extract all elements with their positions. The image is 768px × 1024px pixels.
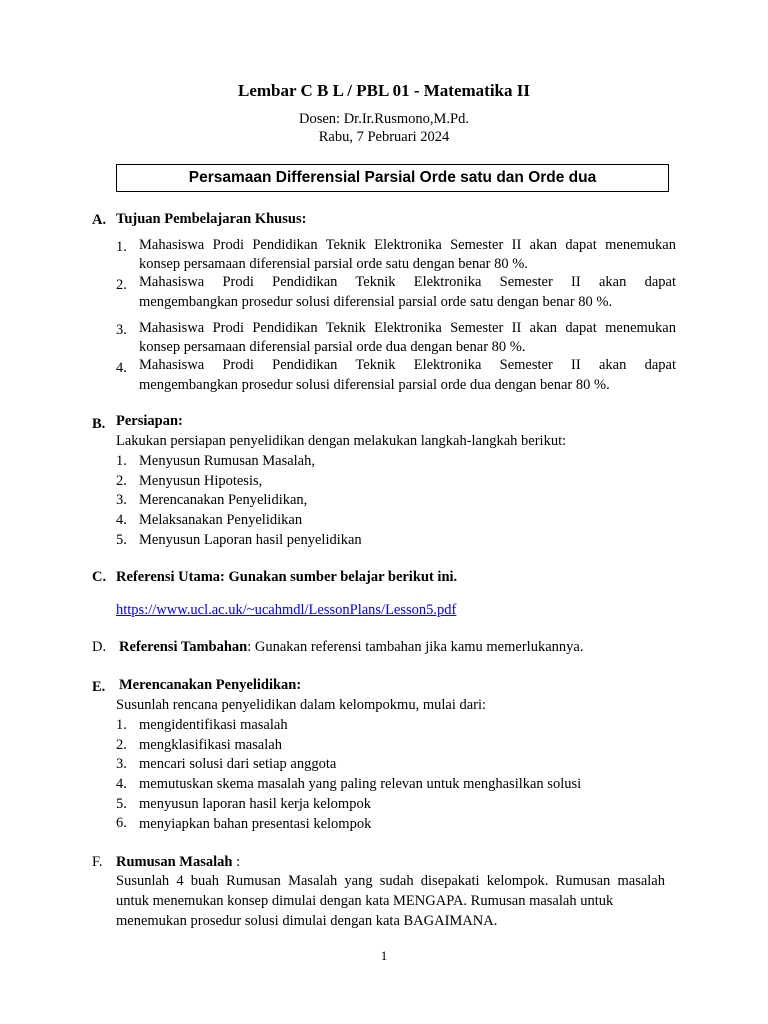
list-number: 3. — [116, 756, 127, 772]
section-letter: C. — [92, 569, 107, 585]
list-item: menyusun laporan hasil kerja kelompok — [139, 796, 371, 812]
list-item: Menyusun Laporan hasil penyelidikan — [139, 532, 362, 548]
list-number: 1. — [116, 239, 127, 255]
section-f-heading-line — [116, 854, 240, 871]
section-heading: Referensi Utama: Gunakan sumber belajar berikut ini. — [116, 569, 458, 585]
paragraph-line: untuk menemukan konsep dimulai dengan kata MENGAPA. Rumusan masalah untuk — [116, 893, 614, 909]
list-item: menyiapkan bahan presentasi kelompok — [139, 816, 372, 832]
list-item: mengklasifikasi masalah — [139, 737, 282, 753]
section-heading: Tujuan Pembelajaran Khusus: — [116, 211, 307, 227]
paragraph-line: Susunlah 4 buah Rumusan Masalah yang sudah disepakati kelompok. Rumusan masalah — [116, 873, 665, 889]
list-item-line: Mahasiswa Prodi Pendidikan Teknik Elektronika Semester II akan dapat — [139, 357, 676, 373]
list-number: 2. — [116, 277, 127, 293]
list-item-line: mengembangkan prosedur solusi diferensial parsial orde satu dengan benar 80 %. — [139, 294, 613, 310]
list-item: mengidentifikasi masalah — [139, 717, 288, 733]
list-item: mencari solusi dari setiap anggota — [139, 756, 337, 772]
list-number: 3. — [116, 322, 127, 338]
list-item: Menyusun Rumusan Masalah, — [139, 453, 315, 469]
list-number: 1. — [116, 453, 127, 469]
section-letter: A. — [92, 212, 107, 228]
paragraph-line: menemukan prosedur solusi dimulai dengan kata BAGAIMANA. — [116, 913, 498, 929]
list-number: 2. — [116, 737, 127, 753]
list-number: 2. — [116, 473, 127, 489]
list-number: 4. — [116, 512, 127, 528]
page-number: 1 — [380, 948, 388, 963]
section-letter: D. — [92, 639, 107, 655]
list-item: memutuskan skema masalah yang paling relevan untuk menghasilkan solusi — [139, 776, 582, 792]
list-item: Menyusun Hipotesis, — [139, 473, 263, 489]
list-item-line: Mahasiswa Prodi Pendidikan Teknik Elektronika Semester II akan dapat menemukan — [139, 237, 676, 253]
section-text: : Gunakan referensi tambahan jika kamu memerlukannya. — [247, 639, 584, 655]
section-letter: E. — [92, 679, 106, 695]
list-number: 6. — [116, 815, 127, 831]
section-d-line — [119, 639, 583, 656]
list-item-line: konsep persamaan diferensial parsial orde dua dengan benar 80 %. — [139, 339, 526, 355]
list-item-line: Mahasiswa Prodi Pendidikan Teknik Elektronika Semester II akan dapat — [139, 274, 676, 290]
topic-box: Persamaan Differensial Parsial Orde satu dan Orde dua — [116, 164, 669, 192]
section-heading: Persiapan: — [116, 413, 183, 429]
list-number: 1. — [116, 717, 127, 733]
section-letter: F. — [92, 854, 103, 870]
list-item-line: Mahasiswa Prodi Pendidikan Teknik Elektronika Semester II akan dapat menemukan — [139, 320, 676, 336]
section-heading: Referensi Tambahan — [119, 639, 248, 655]
list-number: 4. — [116, 776, 127, 792]
list-number: 5. — [116, 796, 127, 812]
section-heading: Rumusan Masalah — [116, 854, 233, 870]
list-item: Melaksanakan Penyelidikan — [139, 512, 303, 528]
section-intro: Susunlah rencana penyelidikan dalam kelompokmu, mulai dari: — [116, 697, 487, 713]
section-intro: Lakukan persiapan penyelidikan dengan melakukan langkah-langkah berikut: — [116, 433, 567, 449]
reference-link[interactable]: https://www.ucl.ac.uk/~ucahmdl/LessonPlans/Lesson5.pdf — [116, 602, 457, 618]
section-heading: Merencanakan Penyelidikan: — [119, 677, 302, 693]
section-letter: B. — [92, 416, 106, 432]
list-number: 5. — [116, 532, 127, 548]
lecturer-name: Dosen: Dr.Ir.Rusmono,M.Pd. — [299, 111, 469, 127]
list-number: 3. — [116, 492, 127, 508]
list-number: 4. — [116, 360, 127, 376]
document-date: Rabu, 7 Pebruari 2024 — [318, 129, 450, 145]
document-title: Lembar C B L / PBL 01 - Matematika II — [238, 81, 530, 100]
list-item-line: konsep persamaan diferensial parsial orde satu dengan benar 80 %. — [139, 256, 528, 272]
section-heading-suffix: : — [232, 854, 241, 870]
list-item: Merencanakan Penyelidikan, — [139, 492, 308, 508]
list-item-line: mengembangkan prosedur solusi diferensial parsial orde dua dengan benar 80 %. — [139, 377, 610, 393]
